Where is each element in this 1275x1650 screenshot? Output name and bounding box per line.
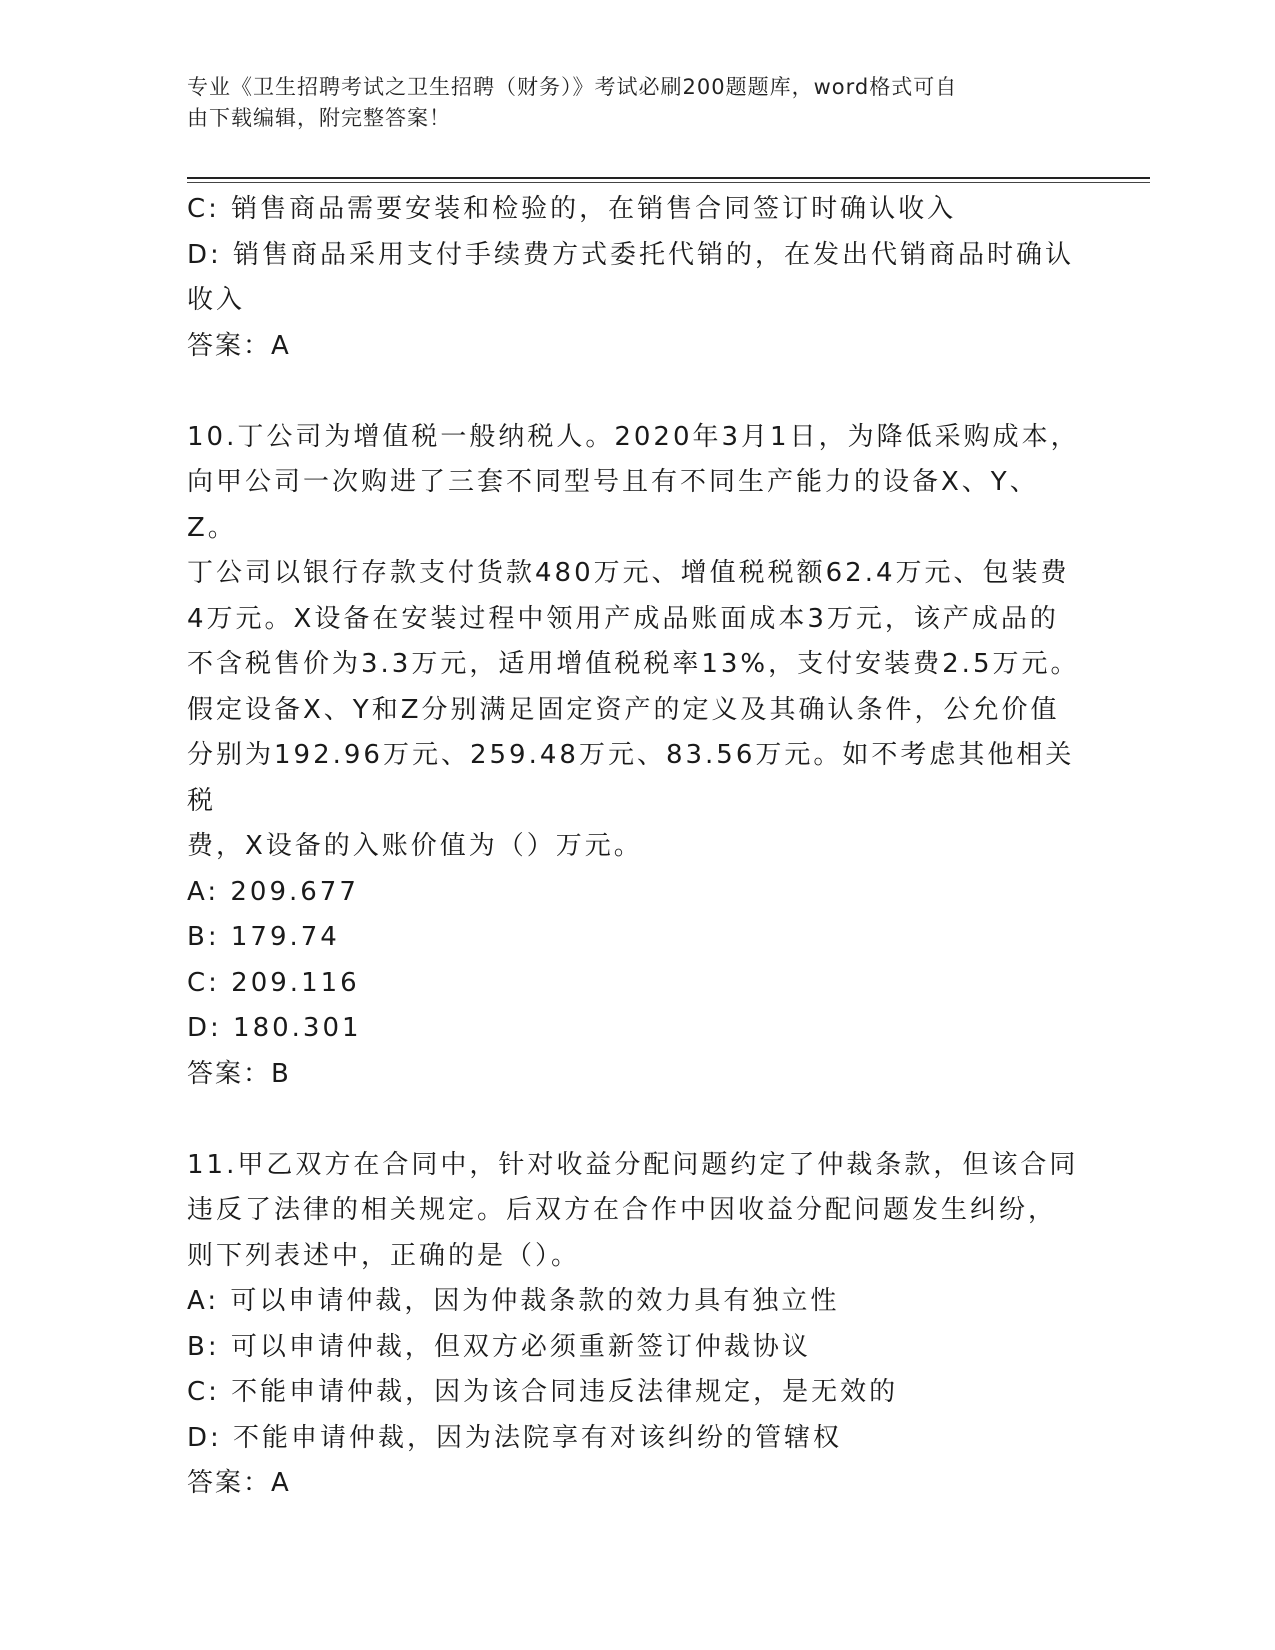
option-b: B: 179.74 (187, 922, 340, 952)
option-d-continued: 收入 (187, 285, 246, 315)
question-stem-line: 4万元。X设备在安装过程中领用产成品账面成本3万元，该产成品的 (187, 603, 1059, 634)
question-stem-line: 10.丁公司为增值税一般纳税人。2020年3月1日，为降低采购成本， (187, 421, 1080, 452)
option-a: A: 209.677 (187, 876, 359, 907)
spacer (187, 369, 1087, 415)
option-c: C: 不能申请仲裁，因为该合同违反法律规定，是无效的 (187, 1377, 899, 1407)
question-stem-line: 丁公司以银行存款支付货款480万元、增值税税额62.4万元、包装费 (187, 558, 1070, 588)
header-line-1: 专业《卫生招聘考试之卫生招聘（财务）》考试必刷200题题库，word格式可自 (187, 75, 958, 99)
question-stem-line: 不含税售价为3.3万元，适用增值税税率13%，支付安装费2.5万元。 (187, 649, 1080, 679)
document-header (187, 72, 1067, 134)
question-stem-line: 向甲公司一次购进了三套不同型号且有不同生产能力的设备X、Y、Z。 (187, 467, 1039, 543)
spacer (187, 1097, 1087, 1143)
question-11-block (187, 1143, 1087, 1507)
prev-question-block (187, 187, 1087, 369)
option-b: B: 可以申请仲裁，但双方必须重新签订仲裁协议 (187, 1331, 811, 1362)
question-10-block (187, 415, 1087, 1098)
question-stem-line: 假定设备X、Y和Z分别满足固定资产的定义及其确认条件，公允价值 (187, 694, 1060, 725)
header-divider-thin (187, 182, 1150, 183)
question-stem-line: 费，X设备的入账价值为（）万元。 (187, 831, 643, 861)
question-stem-line: 违反了法律的相关规定。后双方在合作中因收益分配问题发生纠纷， (187, 1195, 1058, 1225)
option-c: C: 209.116 (187, 967, 360, 998)
question-stem-line: 则下列表述中，正确的是（）。 (187, 1240, 581, 1271)
question-stem-line: 分别为192.96万元、259.48万元、83.56万元。如不考虑其他相关税 (187, 740, 1075, 816)
header-divider-thick (187, 177, 1150, 179)
answer-line: 答案：A (187, 330, 291, 361)
option-d: D: 180.301 (187, 1013, 362, 1043)
option-a: A: 可以申请仲裁，因为仲裁条款的效力具有独立性 (187, 1286, 840, 1316)
header-line-2: 由下载编辑，附完整答案！ (187, 106, 451, 130)
option-c: C: 销售商品需要安装和检验的，在销售合同签订时确认收入 (187, 194, 957, 224)
document-body (187, 187, 1087, 1507)
option-d: D: 不能申请仲裁，因为法院享有对该纠纷的管辖权 (187, 1422, 843, 1453)
answer-line: 答案：A (187, 1468, 291, 1498)
option-d: D: 销售商品采用支付手续费方式委托代销的，在发出代销商品时确认 (187, 239, 1075, 270)
question-stem-line: 11.甲乙双方在合同中，针对收益分配问题约定了仲裁条款，但该合同 (187, 1149, 1079, 1180)
answer-line: 答案：B (187, 1058, 291, 1089)
